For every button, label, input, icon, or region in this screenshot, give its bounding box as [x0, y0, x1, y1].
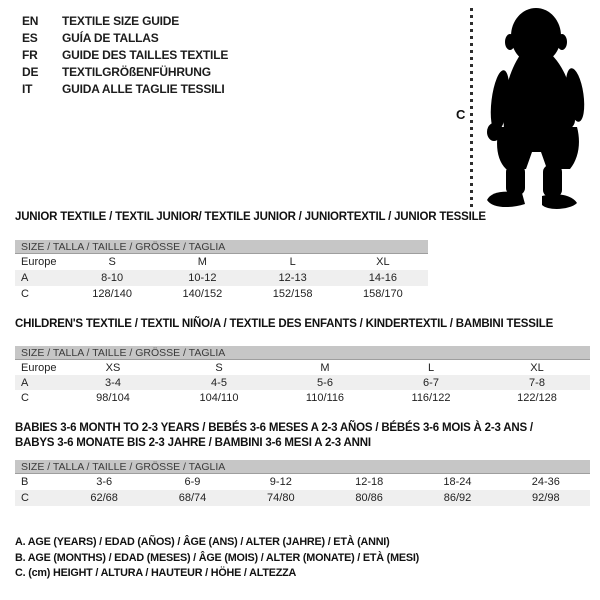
value-cell: 4-5 [211, 376, 227, 389]
size-cell: M [197, 256, 207, 268]
size-cell: S [108, 256, 116, 268]
value-cell: 86/92 [443, 492, 472, 504]
table-row [15, 490, 590, 506]
babies-size-table [15, 460, 590, 506]
language-row-en [22, 13, 228, 30]
language-row-it [22, 81, 228, 98]
row-label: B [21, 476, 29, 488]
language-title: GUIDE DES TAILLES TEXTILE [62, 48, 229, 62]
value-cell: 128/140 [92, 288, 132, 300]
language-code: EN [22, 14, 39, 28]
value-cell: 3-6 [96, 476, 113, 488]
language-title: GUIDA ALLE TAGLIE TESSILI [62, 82, 225, 96]
value-cell: 7-8 [529, 376, 545, 389]
row-label: A [21, 272, 29, 284]
height-dashed-line [470, 8, 473, 211]
value-cell: 14-16 [368, 272, 397, 284]
size-header: SIZE / TALLA / TAILLE / GRÖSSE / TAGLIA [15, 240, 428, 254]
table-row [15, 474, 590, 490]
footnotes [15, 535, 419, 582]
value-cell: 62/68 [90, 492, 118, 504]
value-cell: 92/98 [532, 492, 560, 504]
language-code: ES [22, 31, 38, 45]
babies-table-title-line1: BABIES 3-6 MONTH TO 2-3 YEARS / BEBÉS 3-6 MESES A 2-3 AÑOS / BÉBÉS 3-6 MOIS À 2-3 ANS / [15, 422, 533, 434]
value-cell: 6-7 [423, 376, 439, 389]
language-row-es [22, 30, 228, 47]
language-title: TEXTILGRÖßENFÜHRUNG [62, 65, 211, 79]
baby-silhouette [481, 5, 597, 210]
row-label: C [21, 492, 29, 504]
language-code: IT [22, 82, 33, 96]
value-cell: 5-6 [317, 376, 333, 389]
table-row [15, 390, 590, 405]
size-cell: S [215, 361, 223, 374]
size-cell: XS [105, 361, 121, 374]
size-cell: L [289, 256, 296, 268]
row-label: A [21, 376, 29, 389]
value-cell: 110/116 [305, 391, 345, 404]
table-row [15, 270, 428, 286]
language-title: GUÍA DE TALLAS [62, 31, 159, 45]
junior-size-table [15, 240, 428, 302]
value-cell: 122/128 [517, 391, 557, 404]
value-cell: 158/170 [362, 288, 403, 300]
value-cell: 74/80 [267, 492, 295, 504]
height-label-c: C [456, 107, 466, 122]
language-row-fr [22, 47, 228, 64]
value-cell: 10-12 [188, 272, 217, 284]
children-size-table [15, 346, 590, 405]
language-title-list [22, 13, 228, 98]
language-title: TEXTILE SIZE GUIDE [62, 14, 180, 28]
value-cell: 104/110 [199, 391, 239, 404]
value-cell: 8-10 [101, 272, 124, 284]
row-label: Europe [21, 256, 57, 268]
junior-table-title: JUNIOR TEXTILE / TEXTIL JUNIOR/ TEXTILE JUNIOR / JUNIORTEXTIL / JUNIOR TESSILE [15, 211, 486, 223]
size-cell: L [427, 361, 435, 374]
children-table-title: CHILDREN'S TEXTILE / TEXTIL NIÑO/A / TEXTILE DES ENFANTS / KINDERTEXTIL / BAMBINI TESSILE [15, 318, 554, 330]
value-cell: 98/104 [96, 391, 130, 404]
value-cell: 18-24 [443, 476, 472, 488]
baby-silhouette-icon [481, 5, 597, 210]
language-code: FR [22, 48, 38, 62]
table-row [15, 360, 590, 375]
language-code: DE [22, 65, 39, 79]
size-cell: XL [530, 361, 544, 374]
language-row-de [22, 64, 228, 81]
value-cell: 6-9 [184, 476, 201, 488]
value-cell: 9-12 [269, 476, 292, 488]
row-label: C [21, 391, 29, 404]
size-cell: M [320, 361, 330, 374]
value-cell: 152/158 [272, 288, 313, 300]
footnote-b: B. AGE (MONTHS) / EDAD (MESES) / ÂGE (MOIS) / ALTER (MONATE) / ETÀ (MESI) [15, 551, 420, 564]
table-row [15, 254, 428, 270]
size-cell: XL [376, 256, 390, 268]
footnote-c: C. (cm) HEIGHT / ALTURA / HAUTEUR / HÖHE / ALTEZZA [15, 567, 297, 579]
size-header: SIZE / TALLA / TAILLE / GRÖSSE / TAGLIA [15, 460, 590, 474]
value-cell: 12-13 [278, 272, 307, 284]
row-label: C [21, 288, 29, 300]
value-cell: 116/122 [411, 391, 451, 404]
value-cell: 68/74 [178, 492, 207, 504]
value-cell: 3-4 [105, 376, 121, 389]
row-label: Europe [21, 361, 57, 374]
value-cell: 140/152 [182, 288, 223, 300]
babies-table-title-line2: BABYS 3-6 MONATE BIS 2-3 JAHRE / BAMBINI 3-6 MESI A 2-3 ANNI [15, 437, 371, 449]
value-cell: 80/86 [355, 492, 383, 504]
value-cell: 12-18 [355, 476, 384, 488]
size-header: SIZE / TALLA / TAILLE / GRÖSSE / TAGLIA [15, 346, 590, 360]
table-row [15, 375, 590, 390]
table-row [15, 286, 428, 302]
value-cell: 24-36 [531, 476, 560, 488]
footnote-a: A. AGE (YEARS) / EDAD (AÑOS) / ÂGE (ANS) / ALTER (JAHRE) / ETÀ (ANNI) [15, 536, 390, 548]
